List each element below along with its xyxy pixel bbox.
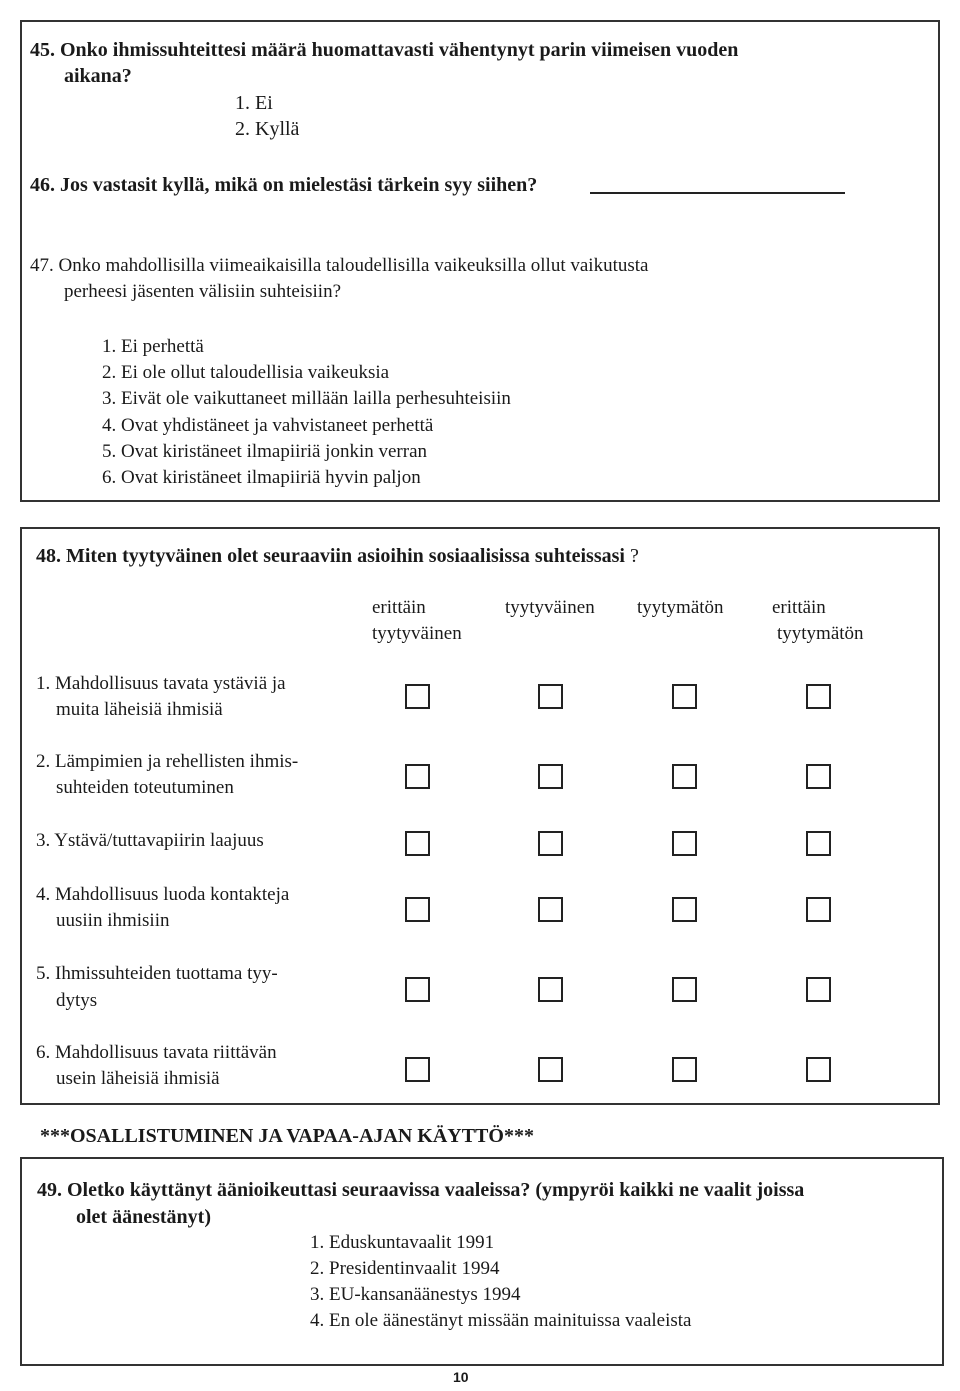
q48-item-6-checkbox-satisfied[interactable] <box>538 1057 563 1082</box>
q48-item-4-checkbox-satisfied[interactable] <box>538 897 563 922</box>
q48-item-4-checkbox-very-dissatisfied[interactable] <box>806 897 831 922</box>
q47-question-line2: perheesi jäsenten välisiin suhteisiin? <box>64 281 342 302</box>
q47-option-3[interactable]: 3. Eivät ole vaikuttaneet millään lailla perhesuhteisiin <box>102 388 511 409</box>
q48-item-2-checkbox-satisfied[interactable] <box>538 764 563 789</box>
q48-title-qmark: ? <box>629 545 639 567</box>
q48-item-1-line1: 1. Mahdollisuus tavata ystäviä ja <box>36 673 286 694</box>
q48-item-5-checkbox-very-dissatisfied[interactable] <box>806 977 831 1002</box>
q48-item-6-line1: 6. Mahdollisuus tavata riittävän <box>36 1042 277 1063</box>
q48-item-2-line1: 2. Lämpimien ja rehellisten ihmis- <box>36 751 299 772</box>
q48-col3-label: tyytymätön <box>637 597 724 618</box>
q48-item-3-checkbox-very-satisfied[interactable] <box>405 831 430 856</box>
q46-answer-line[interactable] <box>590 192 845 194</box>
q48-item-5-line1: 5. Ihmissuhteiden tuottama tyy- <box>36 963 278 984</box>
q48-item-4-checkbox-dissatisfied[interactable] <box>672 897 697 922</box>
q49-option-2[interactable]: 2. Presidentinvaalit 1994 <box>310 1258 500 1279</box>
q48-col1-label-line2: tyytyväinen <box>372 623 462 644</box>
q48-item-1-checkbox-very-satisfied[interactable] <box>405 684 430 709</box>
q45-option-2[interactable]: 2. Kyllä <box>235 118 300 140</box>
q49-option-3[interactable]: 3. EU-kansanäänestys 1994 <box>310 1284 521 1305</box>
q48-item-5-checkbox-satisfied[interactable] <box>538 977 563 1002</box>
q48-title-text: 48. Miten tyytyväinen olet seuraaviin asioihin sosiaalisissa suhteissasi <box>36 545 625 567</box>
q48-item-4-line1: 4. Mahdollisuus luoda kontakteja <box>36 884 290 905</box>
q48-item-1-line2: muita läheisiä ihmisiä <box>56 699 223 720</box>
q48-item-5-line2: dytys <box>56 990 98 1011</box>
q47-option-1[interactable]: 1. Ei perhettä <box>102 336 204 357</box>
q48-item-4-checkbox-very-satisfied[interactable] <box>405 897 430 922</box>
q48-item-1-checkbox-satisfied[interactable] <box>538 684 563 709</box>
q48-item-5-checkbox-very-satisfied[interactable] <box>405 977 430 1002</box>
q47-option-6[interactable]: 6. Ovat kiristäneet ilmapiiriä hyvin paljon <box>102 467 421 488</box>
q49-question-line1: 49. Oletko käyttänyt äänioikeuttasi seuraavissa vaaleissa? (ympyröi kaikki ne vaalit joissa <box>37 1179 805 1201</box>
q48-item-2-checkbox-dissatisfied[interactable] <box>672 764 697 789</box>
q48-item-5-checkbox-dissatisfied[interactable] <box>672 977 697 1002</box>
q47-option-2[interactable]: 2. Ei ole ollut taloudellisia vaikeuksia <box>102 362 390 383</box>
q48-item-3-line1: 3. Ystävä/tuttavapiirin laajuus <box>36 830 264 851</box>
q48-item-3-checkbox-dissatisfied[interactable] <box>672 831 697 856</box>
q47-option-5[interactable]: 5. Ovat kiristäneet ilmapiiriä jonkin verran <box>102 441 428 462</box>
q48-item-3-checkbox-very-dissatisfied[interactable] <box>806 831 831 856</box>
q48-col2-label: tyytyväinen <box>505 597 595 618</box>
q48-item-1-checkbox-dissatisfied[interactable] <box>672 684 697 709</box>
q45-question-line1: 45. Onko ihmissuhteittesi määrä huomattavasti vähentynyt parin viimeisen vuoden <box>30 39 739 61</box>
q49-option-1[interactable]: 1. Eduskuntavaalit 1991 <box>310 1232 495 1253</box>
q47-question-line1: 47. Onko mahdollisilla viimeaikaisilla taloudellisilla vaikeuksilla ollut vaikutusta <box>30 255 649 276</box>
q49-option-4[interactable]: 4. En ole äänestänyt missään mainituissa vaaleista <box>310 1310 692 1331</box>
q48-item-4-line2: uusiin ihmisiin <box>56 910 170 931</box>
q45-question-line2: aikana? <box>64 65 132 87</box>
q48-title <box>36 543 639 569</box>
section-heading: ***OSALLISTUMINEN JA VAPAA-AJAN KÄYTTÖ*** <box>40 1125 534 1147</box>
q48-item-2-line2: suhteiden toteutuminen <box>56 777 234 798</box>
q48-item-6-checkbox-very-dissatisfied[interactable] <box>806 1057 831 1082</box>
q48-item-2-checkbox-very-satisfied[interactable] <box>405 764 430 789</box>
q48-item-1-checkbox-very-dissatisfied[interactable] <box>806 684 831 709</box>
q48-item-6-checkbox-very-satisfied[interactable] <box>405 1057 430 1082</box>
q48-col4-label-line1: erittäin <box>772 597 826 618</box>
q48-col4-label-line2: tyytymätön <box>777 623 864 644</box>
q45-option-1[interactable]: 1. Ei <box>235 92 273 114</box>
q46-question: 46. Jos vastasit kyllä, mikä on mielestäsi tärkein syy siihen? <box>30 174 538 196</box>
q48-item-6-line2: usein läheisiä ihmisiä <box>56 1068 220 1089</box>
q49-question-line2: olet äänestänyt) <box>76 1206 211 1228</box>
q48-col1-label-line1: erittäin <box>372 597 426 618</box>
q48-item-3-checkbox-satisfied[interactable] <box>538 831 563 856</box>
page-number: 10 <box>453 1369 469 1385</box>
q47-option-4[interactable]: 4. Ovat yhdistäneet ja vahvistaneet perhettä <box>102 415 434 436</box>
q48-item-6-checkbox-dissatisfied[interactable] <box>672 1057 697 1082</box>
q48-item-2-checkbox-very-dissatisfied[interactable] <box>806 764 831 789</box>
